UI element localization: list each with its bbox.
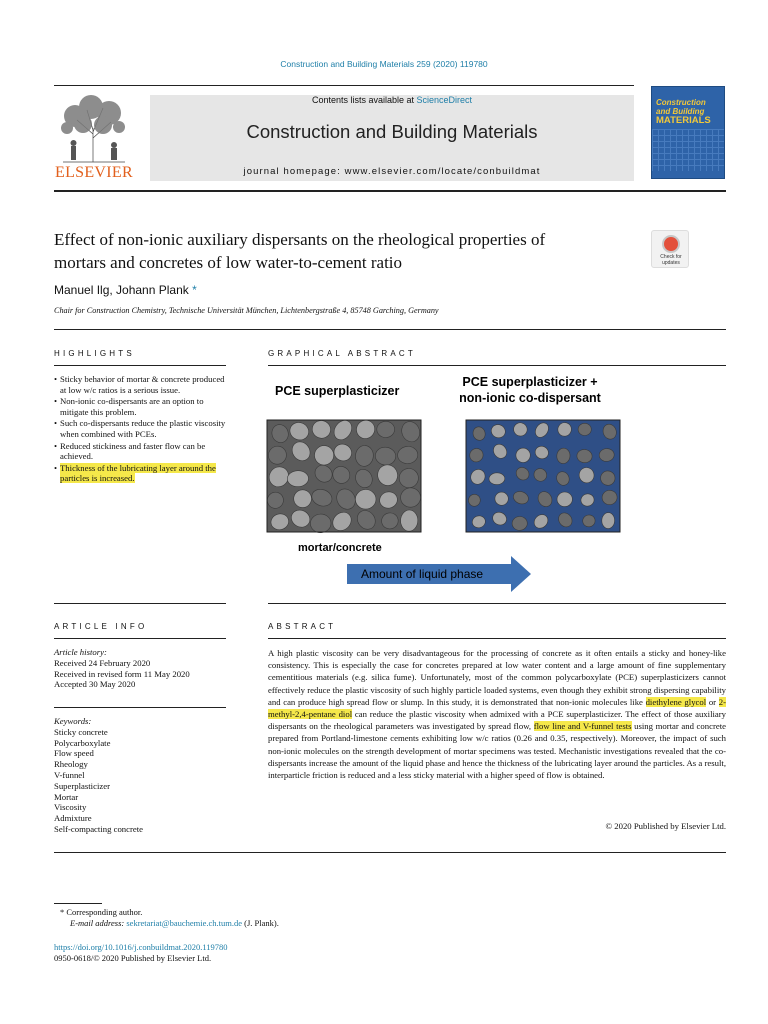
abstract-copyright: © 2020 Published by Elsevier Ltd. [605,821,726,831]
corresponding-footnote [60,907,142,918]
article-info-mid-rule [54,707,226,708]
list-item [54,463,230,484]
accepted-date: Accepted 30 May 2020 [54,679,136,690]
ga-particle [314,445,334,465]
history-label: Article history: [54,647,107,657]
elsevier-tree-icon [53,94,135,164]
article-history [54,647,226,690]
ga-particle [602,512,615,528]
ga-particle [355,489,376,509]
contents-line [150,95,634,105]
ga-right-label-line2: non-ionic co-dispersant [459,391,601,405]
ga-particle [578,423,591,435]
revised-date: Received in revised form 11 May 2020 [54,668,190,679]
keyword: Flow speed [54,748,94,759]
email-suffix: (J. Plank). [244,918,279,928]
title-bottom-rule [54,329,726,330]
body-bottom-rule [54,852,726,853]
highlighted-text: 2-methyl-2,4-pentane diol [268,696,726,720]
corresponding-author-link[interactable]: * [192,283,197,297]
keyword: Rheology [54,759,88,770]
ga-particle [489,473,505,485]
cover-title: Construction and Building MATERIALS [656,98,711,126]
list-item: • Non-ionic co-dispersants are an option to mitigate this problem. [54,396,230,417]
header-top-rule [54,85,634,86]
highlighted-text: diethylene glycol [645,696,707,707]
journal-homepage[interactable]: journal homepage: www.elsevier.com/locate/conbuildmat [243,166,541,177]
header-bottom-rule [54,190,726,192]
footnote-rule [54,903,102,904]
highlighted-text: flow line and V-funnel tests [533,721,632,732]
affiliation: Chair for Construction Chemistry, Technische Universität München, Lichtenbergstraße 4, 85748 Garching, Germany [54,306,439,315]
received-date: Received 24 February 2020 [54,657,151,668]
highlighted-text: Thickness of the lubricating layer around the particles is increased. [60,462,216,484]
elsevier-logo [53,94,135,164]
author-list [54,283,197,297]
graphical-abstract-svg [265,368,626,600]
sciencedirect-link[interactable]: ScienceDirect [416,95,473,105]
email-label: E-mail address: [70,918,125,928]
keyword: Polycarboxylate [54,737,111,748]
keyword: Viscosity [54,802,87,813]
check-for-updates-badge[interactable]: Check for updates [651,230,689,268]
keywords-block [54,716,226,835]
list-item: • Reduced stickiness and faster flow can be achieved. [54,441,230,462]
ga-arrow-label: Amount of liquid phase [361,567,484,581]
ga-particle [516,448,531,463]
keyword: Superplasticizer [54,780,110,791]
doi-link[interactable]: https://doi.org/10.1016/j.conbuildmat.2020.119780 [54,942,228,952]
footnote-mark: * [60,907,65,917]
highlights-rule [54,365,226,366]
journal-citation[interactable]: Construction and Building Materials 259 (2020) 119780 [280,59,488,69]
abstract-text: A high plastic viscosity can be very disadvantageous for the processing of concrete as it often entails a sticky and honey-like consistency. This is especially the case for concretes prepared at low water content and a large amount of fine supplementary cementitious materials (e.g. silica fume). Unfortunately, most of the common polycarboxylate (PCE) superplasticizers cannot effectively reduce the plastic viscosity of such highly particle loaded systems, even though they exhibit strong dispersing capability and can produce high spread flow or slump. In this study, it is demonstrated that non-ionic molecules like diethylene glycol or 2-methyl-2,4-pentane diol can reduce the plastic viscosity when admixed with a PCE superplasticizer. The effect of those auxiliary dispersants on the rheological parameters was investigated by spread flow, flow line and V-funnel tests using mortar and concrete prepared from Portland-limestone cements exhibiting low w/c ratios (0.26 and 0.35, respectively). Moreover, the impact of such non-ionic molecules on the strength development of mortar specimens was tested. Mechanistic investigations revealed that the co-dispersants increase the amount of the liquid phase and hence the thickness of the lubricating layer around the particles. As a result, interparticle friction is reduced and a less sticky material with a higher speed of flow is obtained. [268,648,726,781]
highlights-heading: HIGHLIGHTS [54,349,135,358]
ga-panel-pce-only [265,417,422,535]
abstract-heading: ABSTRACT [268,622,337,631]
keywords-label: Keywords: [54,716,92,726]
article-info-rule [54,638,226,639]
abstract-rule [268,638,726,639]
check-updates-icon [662,235,680,253]
keyword: Sticky concrete [54,726,108,737]
article-title: Effect of non-ionic auxiliary dispersants on the rheological properties of mortars and concretes of low water-to-cement ratio [54,230,546,272]
ga-bottom-label: mortar/concrete [298,542,382,554]
ga-right-label-line1: PCE superplasticizer + [462,375,598,389]
graphical-abstract-rule [268,365,726,366]
journal-cover [651,86,725,179]
journal-name: Construction and Building Materials [246,121,538,142]
ga-panel-pce-codispersant [466,420,620,532]
keyword: Mortar [54,791,79,802]
ga-particle [495,492,509,506]
author-names: Manuel Ilg, Johann Plank [54,283,189,297]
graphical-abstract-heading: GRAPHICAL ABSTRACT [268,349,416,358]
keyword: V-funnel [54,769,85,780]
graphical-abstract-figure [265,368,626,600]
highlights-list [54,374,230,485]
keyword: Admixture [54,813,92,824]
contents-prefix: Contents lists available at [311,95,417,105]
ga-particle [293,489,311,507]
issn-line: 0950-0618/© 2020 Published by Elsevier Ltd. [54,953,212,963]
ga-particle [557,492,573,507]
cover-pattern [652,129,725,171]
list-item: • Such co-dispersants reduce the plastic viscosity when combined with PCEs. [54,418,230,439]
article-info-heading: ARTICLE INFO [54,622,148,631]
list-item: • Sticky behavior of mortar & concrete produced at low w/c ratios is a serious issue. [54,374,230,395]
ga-particle [377,421,395,437]
highlights-bottom-rule [54,603,226,604]
ga-left-label: PCE superplasticizer [275,384,400,398]
email-footnote [70,918,279,929]
keyword: Self-compacting concrete [54,823,144,834]
graphical-abstract-bottom-rule [268,603,726,604]
footnote-text: Corresponding author. [66,907,143,917]
publisher-logo-text: ELSEVIER [55,164,133,181]
email-link[interactable]: sekretariat@bauchemie.ch.tum.de [126,918,243,928]
